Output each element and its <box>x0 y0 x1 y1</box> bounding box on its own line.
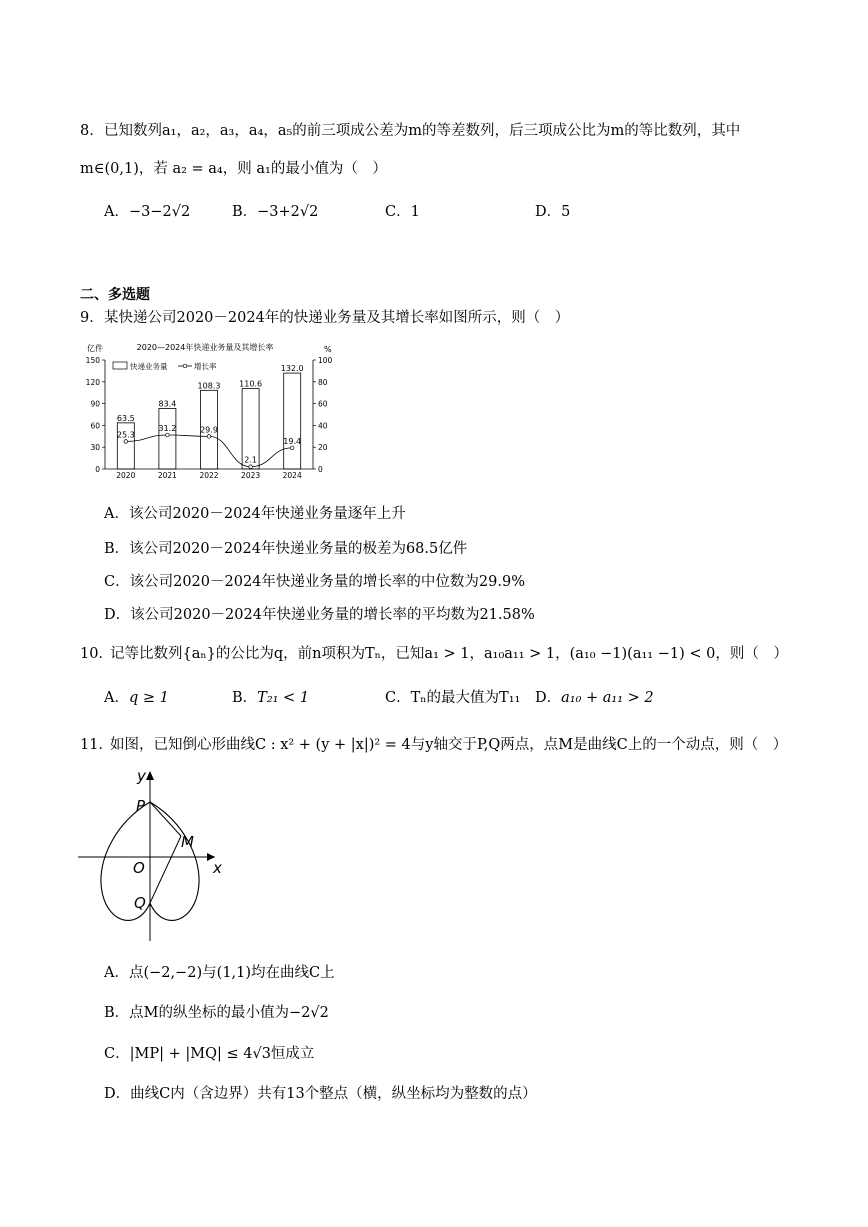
growth-point-2024 <box>290 446 294 450</box>
q11-option-d[interactable] <box>104 1082 537 1103</box>
q9-option-b[interactable] <box>104 537 467 558</box>
q9-option-c[interactable] <box>104 570 525 591</box>
growth-point-2020 <box>124 440 128 444</box>
q9-stem: 某快递公司2020－2024年的快递业务量及其增长率如图所示，则（ ） <box>104 310 570 326</box>
q11-option-a[interactable] <box>104 961 335 982</box>
q11-option-d-text: 曲线C内（含边界）共有13个整点（横，纵坐标均为整数的点） <box>130 1086 537 1102</box>
q10-option-b[interactable] <box>232 686 309 707</box>
q10-option-b-text: T₂₁ < 1 <box>257 690 310 706</box>
legend-line-label: 增长率 <box>194 362 217 371</box>
q8-stem-line1: 已知数列a₁，a₂，a₃，a₄，a₅的前三项成公差为m的等差数列，后三项成公比为m的等比数列，其中 <box>104 123 741 139</box>
q10-option-c-letter: C． <box>385 690 411 706</box>
legend-line-marker <box>183 364 187 368</box>
q8-option-c-text: 1 <box>410 204 420 220</box>
growth-value-label: 29.9 <box>200 425 218 435</box>
legend-bar-swatch <box>113 362 127 369</box>
q10-option-b-letter: B． <box>232 690 258 706</box>
q11-stem: 如图，已知倒心形曲线C : x² + (y + |x|)² = 4与y轴交于P,Q两点，点M是曲线C上的一个动点，则（ ） <box>110 737 788 753</box>
left-tick-label: 0 <box>95 465 100 474</box>
bar-value-label: 83.4 <box>158 399 177 409</box>
express-chart <box>80 340 340 482</box>
q8-option-b[interactable] <box>232 200 318 221</box>
q9-option-a[interactable] <box>104 502 406 523</box>
chart-left-unit: 亿件 <box>87 344 103 353</box>
bar-2021 <box>159 408 176 469</box>
chart-legend <box>113 361 217 371</box>
q8-option-c-letter: C． <box>385 204 411 220</box>
q10-option-d-text: a₁₀ + a₁₁ > 2 <box>561 690 654 706</box>
growth-value-label: 31.2 <box>158 423 177 433</box>
q11-option-b-letter: B． <box>104 1005 130 1021</box>
right-tick-label: 20 <box>318 443 328 453</box>
q11-option-a-letter: A． <box>104 965 129 981</box>
q8-option-d[interactable] <box>535 200 570 221</box>
right-tick-label: 40 <box>318 421 328 431</box>
q8-option-a-letter: A． <box>104 204 129 220</box>
left-tick-label: 150 <box>85 356 100 365</box>
q8-option-b-letter: B． <box>232 204 258 220</box>
q8-option-b-text: −3+2√2 <box>257 204 319 220</box>
category-label: 2020 <box>116 471 136 480</box>
growth-value-label: 2.1 <box>244 455 257 465</box>
category-label: 2022 <box>199 471 219 480</box>
q8-option-a[interactable] <box>104 200 190 221</box>
heart-curve-figure <box>75 763 235 943</box>
q9-option-d-letter: D． <box>104 607 131 623</box>
right-tick-label: 100 <box>318 356 333 365</box>
q11-option-d-letter: D． <box>104 1086 131 1102</box>
bar-value-label: 110.6 <box>239 379 263 389</box>
segment-mp <box>150 802 181 836</box>
q10-option-c-text: Tₙ的最大值为T₁₁ <box>410 690 521 706</box>
q9-option-b-text: 该公司2020－2024年快递业务量的极差为68.5亿件 <box>129 541 468 557</box>
q9-option-a-text: 该公司2020－2024年快递业务量逐年上升 <box>128 506 406 522</box>
q8-option-c[interactable] <box>385 200 420 221</box>
q11-option-c-text: |MP| + |MQ| ≤ 4√3恒成立 <box>129 1046 315 1062</box>
growth-point-2022 <box>207 435 211 439</box>
q11-option-a-text: 点(−2,−2)与(1,1)均在曲线C上 <box>128 965 335 981</box>
q11-option-c-letter: C． <box>104 1046 130 1062</box>
q11-option-b[interactable] <box>104 1001 329 1022</box>
left-tick-label: 60 <box>90 421 100 431</box>
label-o: O <box>133 859 145 877</box>
bar-value-label: 108.3 <box>197 381 221 391</box>
q10-stem: 记等比数列{aₙ}的公比为q，前n项积为Tₙ，已知a₁ > 1，a₁₀a₁₁ > 1，(a₁₀ −1)(a₁₁ −1) < 0，则（ ） <box>110 646 788 662</box>
q8-option-d-text: 5 <box>561 204 571 220</box>
left-tick-label: 30 <box>90 443 100 453</box>
bar-2024 <box>284 373 301 469</box>
q8-option-d-letter: D． <box>535 204 562 220</box>
y-axis-arrow <box>146 771 154 780</box>
growth-value-label: 25.3 <box>116 430 135 440</box>
q10-option-a-text: q ≥ 1 <box>128 690 169 706</box>
q8-option-a-text: −3−2√2 <box>128 204 191 220</box>
section-title: 二、多选题 <box>80 287 150 303</box>
label-m: M <box>181 833 194 851</box>
label-y: y <box>137 767 146 785</box>
q11-option-c[interactable] <box>104 1042 314 1063</box>
segment-mq <box>150 836 181 903</box>
label-x: x <box>213 859 222 877</box>
growth-point-2021 <box>166 433 170 437</box>
q10-number: 10． <box>80 646 113 662</box>
label-p: P <box>136 797 146 815</box>
category-label: 2024 <box>282 471 302 480</box>
q9-option-d[interactable] <box>104 603 535 624</box>
left-tick-label: 90 <box>90 399 100 409</box>
q10-option-d[interactable] <box>535 686 654 707</box>
chart-right-unit: % <box>324 345 332 354</box>
q9-option-d-text: 该公司2020－2024年快递业务量的增长率的平均数为21.58% <box>130 607 535 623</box>
left-tick-label: 120 <box>85 377 100 387</box>
bar-value-label: 63.5 <box>116 413 135 423</box>
q8-number: 8． <box>80 123 104 139</box>
q11-number: 11． <box>80 737 113 753</box>
growth-point-2023 <box>249 465 253 469</box>
q9-option-b-letter: B． <box>104 541 130 557</box>
q9-number: 9． <box>80 310 104 326</box>
right-tick-label: 60 <box>318 399 328 409</box>
right-tick-label: 80 <box>318 377 328 387</box>
q9-option-a-letter: A． <box>104 506 129 522</box>
q10-option-d-letter: D． <box>535 690 562 706</box>
q10-option-c[interactable] <box>385 686 520 707</box>
category-label: 2023 <box>241 471 261 480</box>
growth-value-label: 19.4 <box>283 436 302 446</box>
q9-option-c-letter: C． <box>104 574 130 590</box>
q8-stem-line2: m∈(0,1)，若 a₂ = a₄，则 a₁的最小值为（ ） <box>80 161 387 177</box>
q10-option-a-letter: A． <box>104 690 129 706</box>
q10-option-a[interactable] <box>104 686 169 707</box>
chart-title: 2020—2024年快递业务量及其增长率 <box>136 343 274 352</box>
legend-bar-label: 快递业务量 <box>130 362 168 371</box>
label-q: Q <box>134 894 146 912</box>
category-label: 2021 <box>157 471 177 480</box>
q9-option-c-text: 该公司2020－2024年快递业务量的增长率的中位数为29.9% <box>129 574 525 590</box>
right-tick-label: 0 <box>318 465 323 474</box>
q11-option-b-text: 点M的纵坐标的最小值为−2√2 <box>129 1005 329 1021</box>
bar-value-label: 132.0 <box>280 364 304 374</box>
